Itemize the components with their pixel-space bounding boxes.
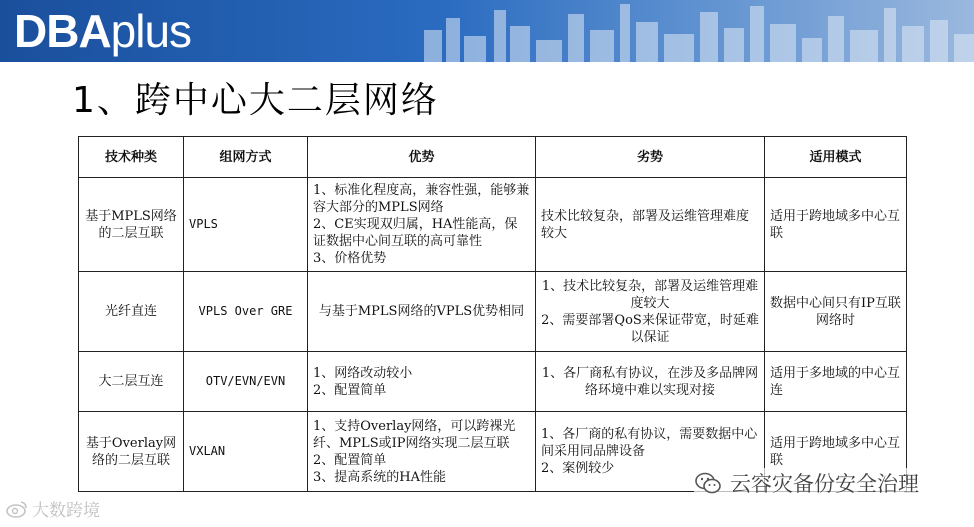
advantage-item: 1、网络改动较小 [313, 365, 413, 381]
cell-use-mode: 适用于多地域的中心互连 [765, 352, 907, 412]
table-header-row [79, 137, 907, 178]
cell-method: VPLS Over GRE [184, 272, 308, 352]
table-row [79, 178, 907, 272]
city-skyline-graphic [414, 0, 974, 62]
cell-advantages [308, 178, 536, 272]
cell-method: VPLS [184, 178, 308, 272]
cell-use-mode: 数据中心间只有IP互联网络时 [765, 272, 907, 352]
cell-disadvantages [536, 352, 765, 412]
cell-method: VXLAN [184, 412, 308, 492]
cell-use-mode: 适用于跨地域多中心互联 [765, 178, 907, 272]
header-banner [0, 0, 974, 62]
cell-tech-type: 基于MPLS网络的二层互联 [79, 178, 184, 272]
header-tech-type: 技术种类 [79, 137, 184, 178]
disadvantage-item: 1、各厂商私有协议，在涉及多品牌网络环境中难以实现对接 [541, 365, 759, 398]
advantage-item: 1、标准化程度高，兼容性强，能够兼容大部分的MPLS网络 [313, 183, 530, 215]
cell-advantages [308, 272, 536, 352]
cell-use-mode: 适用于跨地域多中心互联 [765, 412, 907, 492]
watermark-left [6, 496, 100, 521]
cell-tech-type: 基于Overlay网络的二层互联 [79, 412, 184, 492]
disadvantage-item: 2、需要部署QoS来保证带宽，时延难以保证 [541, 312, 759, 345]
advantage-item: 2、CE实现双归属，HA性能高，保证数据中心间互联的高可靠性 [313, 217, 518, 249]
disadvantage-item: 2、案例较少 [541, 461, 615, 476]
header-disadvantages: 劣势 [536, 137, 765, 178]
advantage-item: 1、支持Overlay网络，可以跨裸光纤、MPLS或IP网络实现二层互联 [313, 418, 516, 451]
weibo-icon [6, 500, 28, 518]
header-use-mode: 适用模式 [765, 137, 907, 178]
cell-tech-type: 光纤直连 [79, 272, 184, 352]
advantage-item: 与基于MPLS网络的VPLS优势相同 [318, 304, 525, 319]
cell-disadvantages [536, 178, 765, 272]
cell-method: OTV/EVN/EVN [184, 352, 308, 412]
watermark-left-text: 大数跨境 [32, 501, 100, 521]
header-network-method: 组网方式 [184, 137, 308, 178]
table-row [79, 352, 907, 412]
header-advantages: 优势 [308, 137, 536, 178]
advantage-item: 3、价格优势 [313, 251, 387, 266]
slide-title: 1、跨中心大二层网络 [72, 80, 439, 121]
advantage-item: 3、提高系统的HA性能 [313, 469, 446, 485]
cell-disadvantages [536, 272, 765, 352]
advantage-item: 2、配置简单 [313, 382, 387, 398]
wechat-icon [694, 471, 722, 495]
disadvantage-item: 1、各厂商的私有协议，需要数据中心间采用同品牌设备 [541, 427, 758, 459]
comparison-table [78, 136, 907, 492]
disadvantage-item: 技术比较复杂，部署及运维管理难度较大 [541, 208, 750, 241]
dbaplus-logo [14, 4, 191, 58]
watermark-right-text: 云容灾备份安全治理 [730, 472, 919, 496]
advantage-item: 2、配置简单 [313, 452, 387, 468]
table-row [79, 272, 907, 352]
cell-advantages [308, 352, 536, 412]
cell-tech-type: 大二层互连 [79, 352, 184, 412]
watermark-right [694, 468, 919, 498]
cell-advantages [308, 412, 536, 492]
logo-bold-text: DBA [14, 5, 111, 57]
logo-light-text: plus [110, 5, 192, 57]
disadvantage-item: 1、技术比较复杂，部署及运维管理难度较大 [541, 278, 759, 311]
